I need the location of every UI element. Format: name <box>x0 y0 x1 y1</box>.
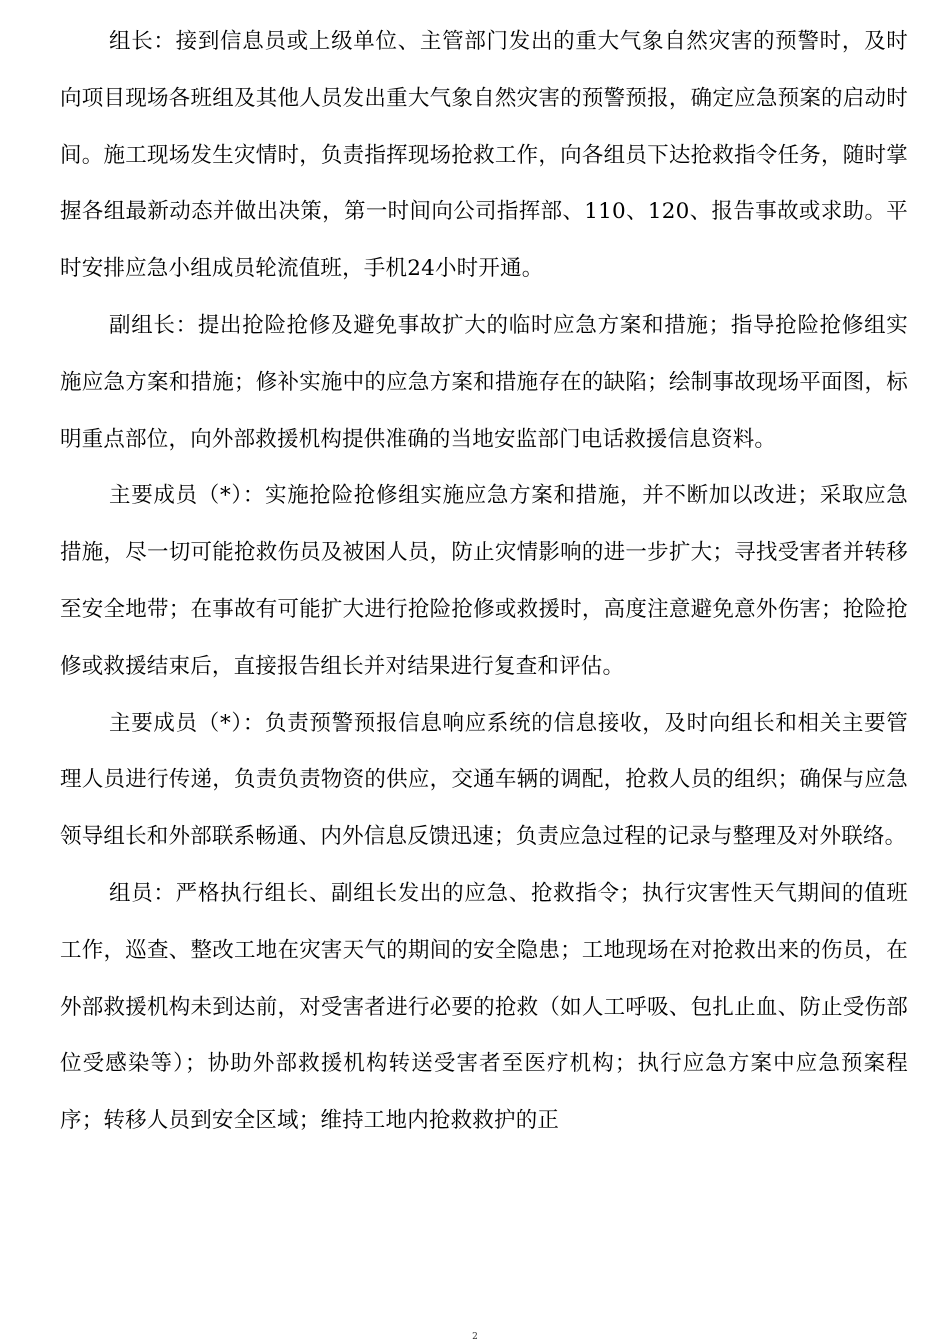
paragraph-main-members-rescue: 主要成员（*）：实施抢险抢修组实施应急方案和措施，并不断加以改进；采取应急措施，尽一切可能抢救伤员及被困人员，防止灾情影响的进一步扩大；寻找受害者并转移至安全地带；在事故有可能扩大进行抢险抢修或救援时，高度注意避免意外伤害；抢险抢修或救援结束后，直接报告组长并对结果进行复查和评估。 <box>60 483 908 679</box>
paragraph-team-members: 组员：严格执行组长、副组长发出的应急、抢救指令；执行灾害性天气期间的值班工作，巡查、整改工地在灾害天气的期间的安全隐患；工地现场在对抢救出来的伤员，在外部救援机构未到达前，对受害者进行必要的抢救（如人工呼吸、包扎止血、防止受伤部位受感染等）；协助外部救援机构转送受害者至医疗机构；执行应急方案中应急预案程序；转移人员到安全区域；维持工地内抢救救护的正 <box>60 880 908 1134</box>
paragraph-team-leader: 组长：接到信息员或上级单位、主管部门发出的重大气象自然灾害的预警时，及时向项目现场各班组及其他人员发出重大气象自然灾害的预警预报，确定应急预案的启动时间。施工现场发生灾情时，负责指挥现场抢救工作，向各组员下达抢救指令任务，随时掌握各组最新动态并做出决策，第一时间向公司指挥部、110、120、报告事故或求助。平时安排应急小组成员轮流值班，手机24小时开通。 <box>60 29 908 282</box>
paragraph-main-members-info: 主要成员（*）：负责预警预报信息响应系统的信息接收，及时向组长和相关主要管理人员进行传递，负责负责物资的供应，交通车辆的调配，抢救人员的组织；确保与应急领导组长和外部联系畅通、内外信息反馈迅速；负责应急过程的记录与整理及对外联络。 <box>60 710 908 850</box>
page-number: 2 <box>472 1332 478 1342</box>
paragraph-deputy-leader: 副组长：提出抢险抢修及避免事故扩大的临时应急方案和措施；指导抢险抢修组实施应急方案和措施；修补实施中的应急方案和措施存在的缺陷；绘制事故现场平面图，标明重点部位，向外部救援机构提供准确的当地安监部门电话救援信息资料。 <box>60 312 908 452</box>
body-text <box>60 14 908 1150</box>
